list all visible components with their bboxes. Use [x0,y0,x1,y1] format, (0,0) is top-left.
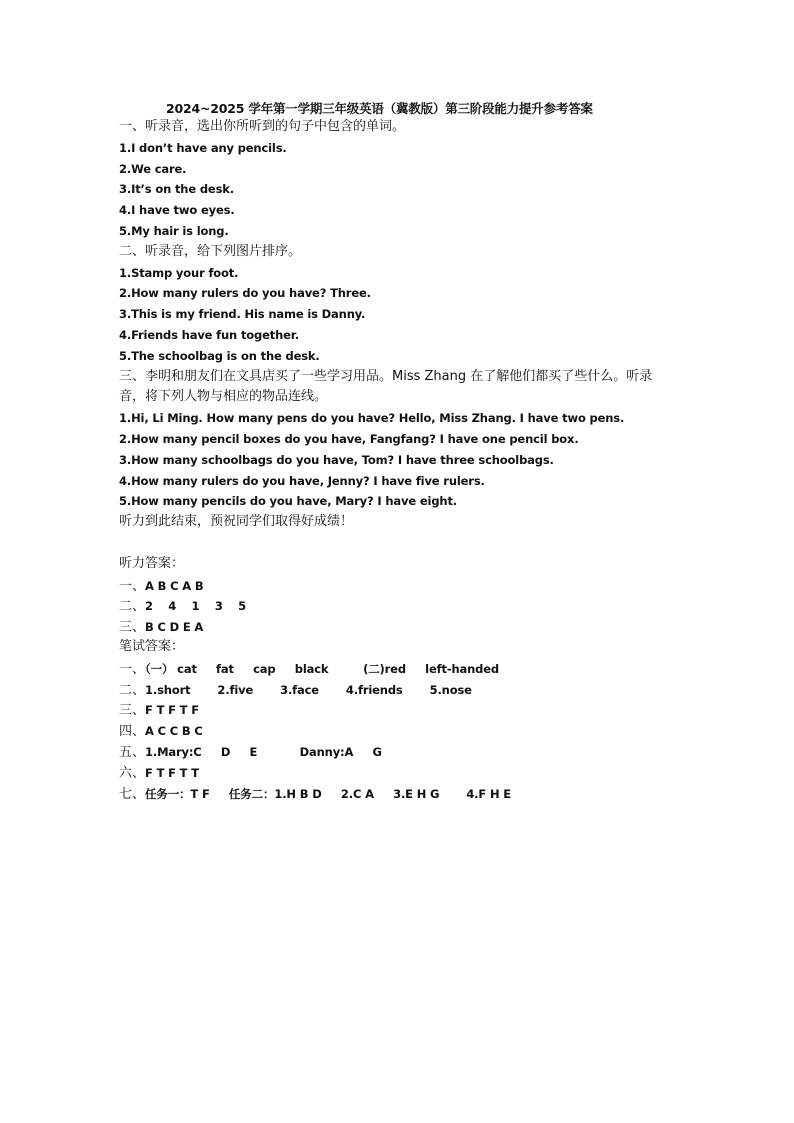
written-answers-heading: 笔试答案： [119,638,185,654]
section1-item: 5.My hair is long. [119,223,229,238]
section1-item: 4.I have two eyes. [119,203,235,218]
answer-label: 七、 [119,786,146,802]
written-answer-row [119,783,699,804]
answer-label: 一、 [119,661,146,677]
listening-answer-row [119,575,699,596]
answer-label: 一、 [119,578,146,594]
listening-answer-row [119,616,699,637]
answer-text: （一） cat fat cap black (二)red left-handed [145,661,499,676]
answer-label: 二、 [119,682,146,698]
answer-label: 二、 [119,599,146,615]
written-answer-row [119,741,699,762]
section3-item: 5.How many pencils do you have, Mary? I have eight. [119,494,458,509]
written-answer-row [119,699,699,720]
answer-text: 2 4 1 3 5 [145,599,246,614]
answer-text: 任务一：T F 任务二：1.H B D 2.C A 3.E H G 4.F H E [145,786,511,801]
answer-text: B C D E A [145,620,204,635]
answer-text: F T F T F [145,703,199,718]
answer-label: 三、 [119,703,146,719]
section2-item: 4.Friends have fun together. [119,327,299,342]
document-body [119,117,699,803]
section2-heading: 二、听录音，给下列图片排序。 [119,243,302,259]
ending-note: 听力到此结束，预祝同学们取得好成绩！ [119,514,354,530]
section3-item: 3.How many schoolbags do you have, Tom? I have three schoolbags. [119,452,554,467]
answer-text: F T F T T [145,765,199,780]
written-answer-row [119,658,699,679]
section3-heading-line1: 三、李明和朋友们在文具店买了一些学习用品。Miss Zhang 在了解他们都买了些什么。听录 [119,368,653,384]
section1-item: 2.We care. [119,161,187,176]
answer-text: 1.Mary:C D E Danny:A G [145,744,382,759]
answer-text: A C C B C [145,724,203,739]
section3-item: 2.How many pencil boxes do you have, Fangfang? I have one pencil box. [119,431,579,446]
answer-label: 六、 [119,765,146,781]
spacer [119,533,699,554]
listening-answer-row [119,595,699,616]
listening-answers-heading: 听力答案： [119,555,185,571]
section2-item: 1.Stamp your foot. [119,265,239,280]
section3-heading-line2: 音，将下列人物与相应的物品连线。 [119,389,328,405]
answer-text: A B C A B [145,578,204,593]
section1-item: 1.I don’t have any pencils. [119,140,287,155]
written-answer-row [119,720,699,741]
section3-item: 4.How many rulers do you have, Jenny? I have five rulers. [119,473,485,488]
answer-label: 四、 [119,724,146,740]
written-answer-row [119,679,699,700]
section1-heading: 一、听录音，选出你所听到的句子中包含的单词。 [119,119,406,134]
document-title: 2024~2025 学年第一学期三年级英语（冀教版）第三阶段能力提升参考答案 [166,101,593,116]
answer-text: 1.short 2.five 3.face 4.friends 5.nose [145,682,472,697]
answer-label: 五、 [119,744,146,760]
section2-item: 5.The schoolbag is on the desk. [119,348,320,363]
section1-item: 3.It’s on the desk. [119,182,234,197]
section3-item: 1.Hi, Li Ming. How many pens do you have? Hello, Miss Zhang. I have two pens. [119,411,625,426]
answer-label: 三、 [119,620,146,636]
section2-item: 2.How many rulers do you have? Three. [119,286,371,301]
section2-item: 3.This is my friend. His name is Danny. [119,307,366,322]
written-answer-row [119,762,699,783]
